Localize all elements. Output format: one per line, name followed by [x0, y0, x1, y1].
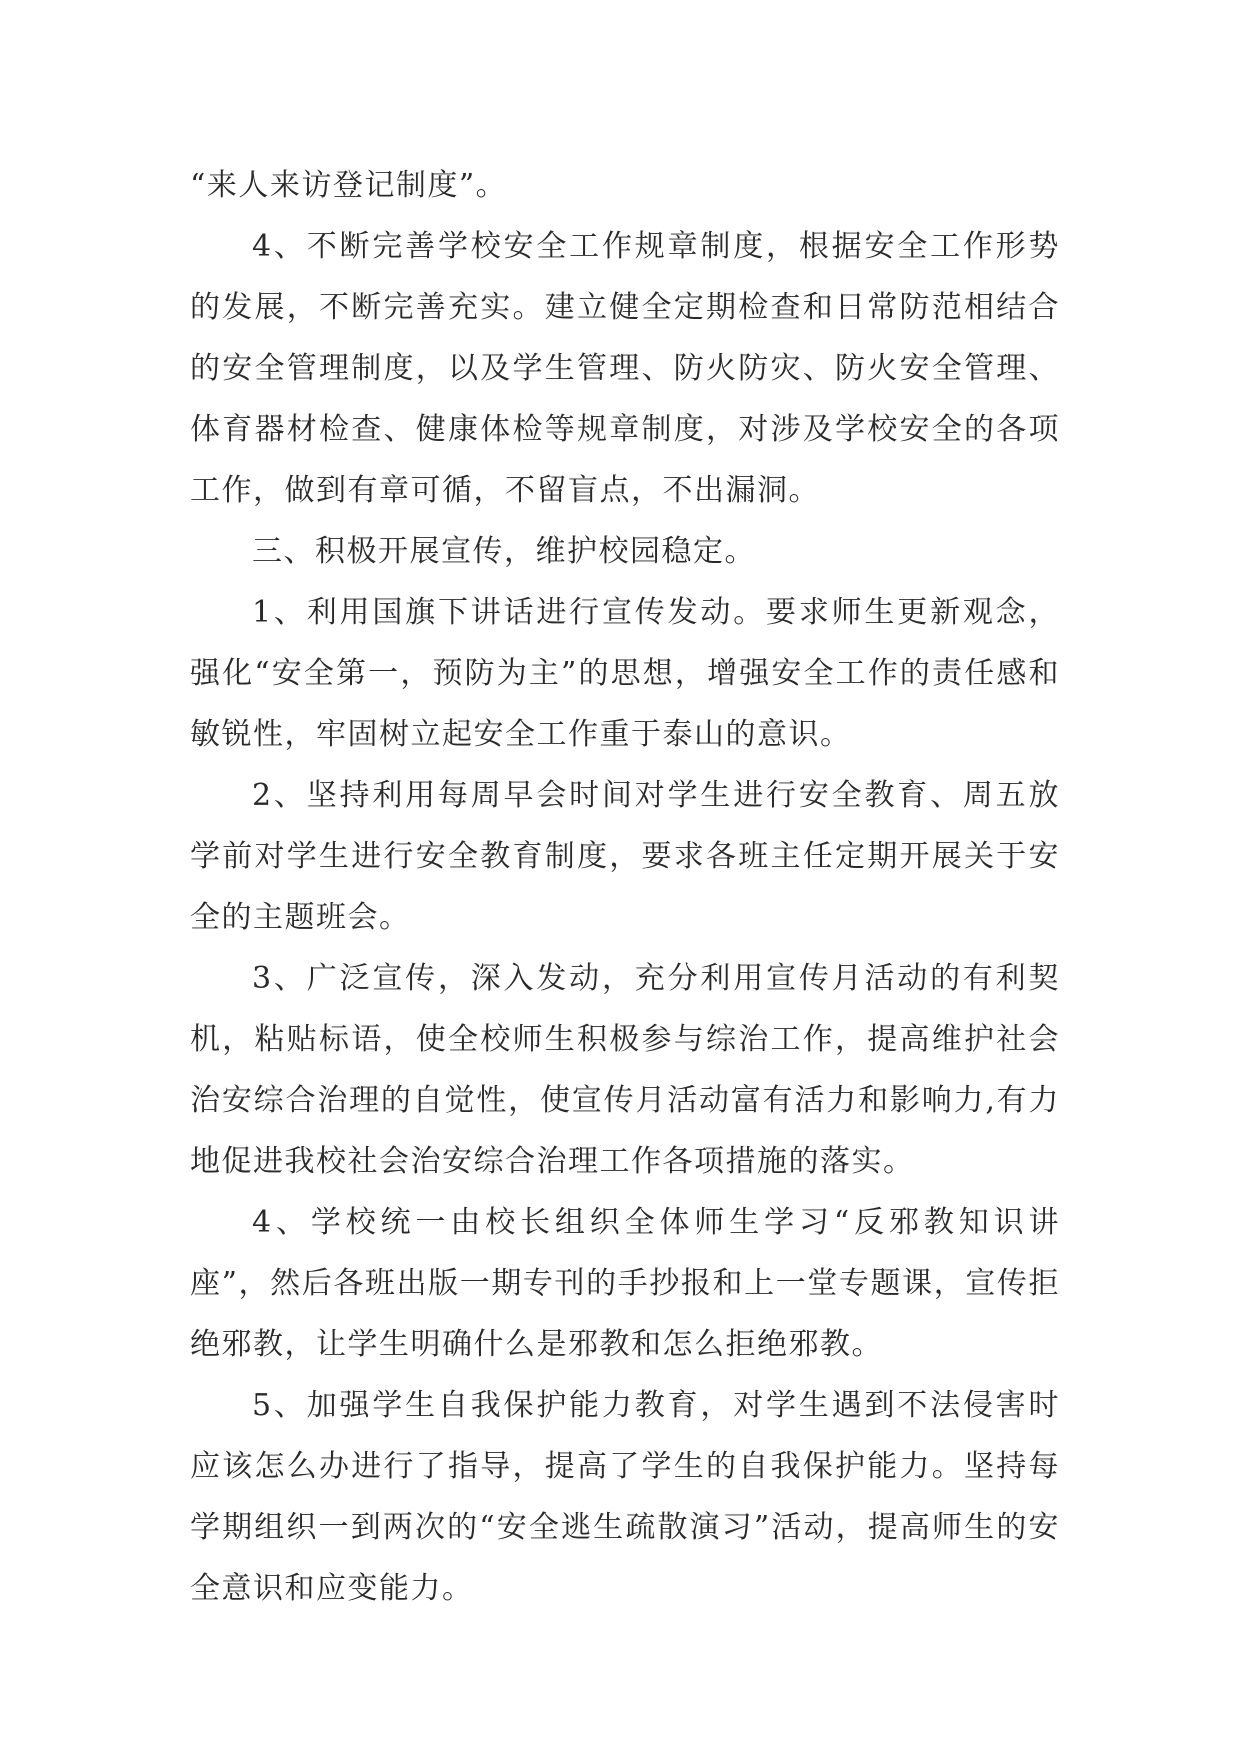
section-heading-3: 三、积极开展宣传，维护校园稳定。 [252, 534, 756, 569]
paragraph-7: 4、学校统一由校长组织全体师生学习“反邪教知识讲座”，然后各班出版一期专刊的手抄报和上一堂专题课，宣传拒绝邪教，让学生明确什么是邪教和怎么拒绝邪教。 [190, 1205, 1060, 1362]
paragraph-6: 3、广泛宣传，深入发动，充分利用宣传月活动的有利契机，粘贴标语，使全校师生积极参与综治工作，提高维护社会治安综合治理的自觉性，使宣传月活动富有活力和影响力,有力地促进我校社会治安综合治理工作各项措施的落实。 [190, 961, 1060, 1179]
paragraph-1: “来人来访登记制度”。 [190, 168, 508, 203]
paragraph-4: 1、利用国旗下讲话进行宣传发动。要求师生更新观念，强化“安全第一，预防为主”的思想，增强安全工作的责任感和敏锐性，牢固树立起安全工作重于泰山的意识。 [190, 595, 1060, 752]
document-body [190, 155, 1060, 1619]
paragraph-2: 4、不断完善学校安全工作规章制度，根据安全工作形势的发展，不断完善充实。建立健全定期检查和日常防范相结合的安全管理制度，以及学生管理、防火防灾、防火安全管理、体育器材检查、健康体检等规章制度，对涉及学校安全的各项工作，做到有章可循，不留盲点，不出漏洞。 [190, 229, 1060, 508]
paragraph-8: 5、加强学生自我保护能力教育，对学生遇到不法侵害时应该怎么办进行了指导，提高了学生的自我保护能力。坚持每学期组织一到两次的“安全逃生疏散演习”活动，提高师生的安全意识和应变能力。 [190, 1388, 1060, 1606]
paragraph-5: 2、坚持利用每周早会时间对学生进行安全教育、周五放学前对学生进行安全教育制度，要求各班主任定期开展关于安全的主题班会。 [190, 778, 1060, 935]
